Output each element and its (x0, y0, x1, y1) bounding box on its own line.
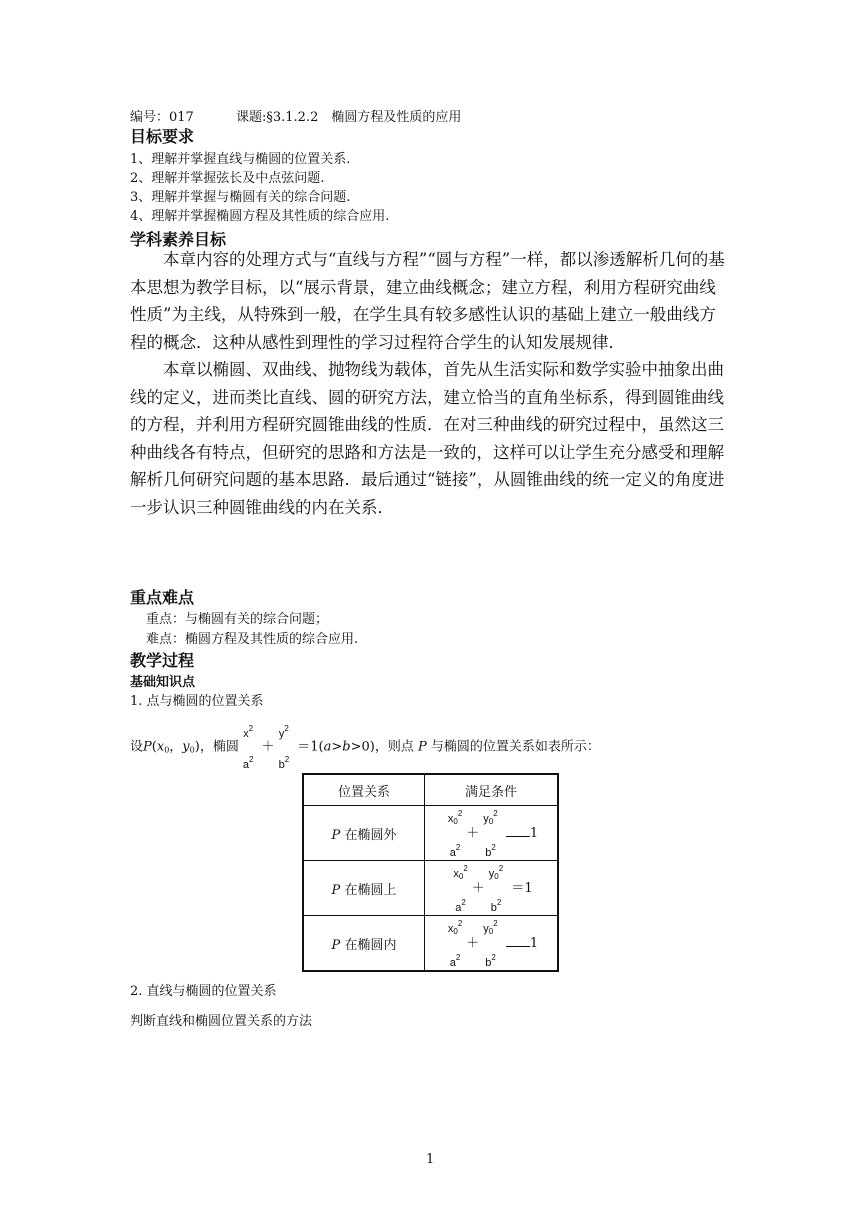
keypoints-heading: 重点难点 (130, 588, 195, 607)
goal-item: 4、理解并掌握椭圆方程及其性质的综合应用. (130, 209, 390, 224)
fraction-x2-a2: $x^2$ $a^2$ (242, 724, 254, 771)
key-point: 重点：与椭圆有关的综合问题； (146, 612, 329, 627)
page-number: 1 (426, 1152, 435, 1167)
answer-blank[interactable] (506, 934, 530, 947)
literacy-paragraph-1: 本章内容的处理方式与“直线与方程”“圆与方程”一样，都以渗透解析几何的基本思想为教学目标，以“展示背景，建立曲线概念；建立方程，利用方程研究曲线性质”为主线，从特殊到一般，在学生具有较多感性认识的基础上建立一般曲线方程的概念．这种从感性到理性的学习过程符合学生的认知发展规律． (130, 250, 725, 352)
goals-heading: 目标要求 (130, 127, 195, 146)
table-header: 位置关系 (303, 774, 425, 806)
table-cell-condition: $x_0^2$ $a^2$ ＋ $y_0^2$ $b^2$ 1 (425, 916, 559, 972)
goal-item: 2、理解并掌握弦长及中点弦问题. (130, 171, 325, 186)
table-row (303, 916, 558, 972)
process-subheading: 基础知识点 (130, 675, 196, 690)
table-cell-position: P 在椭圆上 (303, 861, 425, 916)
position-table (302, 773, 559, 972)
table-cell-position: P 在椭圆外 (303, 806, 425, 861)
table-row (303, 861, 558, 916)
fraction-y2-b2: $y^2$ $b^2$ (278, 724, 290, 771)
goal-item: 1、理解并掌握直线与椭圆的位置关系. (130, 152, 351, 167)
doc-code: 编号：017 (130, 110, 194, 125)
method-text: 判断直线和椭圆位置关系的方法 (130, 1014, 313, 1029)
process-heading: 教学过程 (130, 651, 195, 670)
table-cell-condition: $x_0^2$ $a^2$ ＋ $y_0^2$ $b^2$ ＝1 (425, 861, 559, 916)
table-header: 满足条件 (425, 774, 559, 806)
difficult-point: 难点：椭圆方程及其性质的综合应用. (146, 632, 359, 647)
goal-item: 3、理解并掌握与椭圆有关的综合问题. (130, 190, 351, 205)
answer-blank[interactable] (506, 824, 530, 837)
formula-line: 设$P(x_0$，$y_0$)，椭圆 $x^2$ $a^2$ ＋ $y^2$ $b^2$ ＝1(a>b>0)，则点 P 与椭圆的位置关系如表所示： (130, 724, 600, 771)
literacy-paragraph-2: 本章以椭圆、双曲线、抛物线为载体，首先从生活实际和数学实验中抽象出曲线的定义，进而类比直线、圆的研究方法，建立恰当的直角坐标系，得到圆锥曲线的方程，并利用方程研究圆锥曲线的性质．在对三种曲线的研究过程中，虽然这三种曲线各有特点，但研究的思路和方法是一致的，这样可以让学生充分感受和理解解析几何研究问题的基本思路．最后通过“链接”，从圆锥曲线的统一定义的角度进一步认识三种圆锥曲线的内在关系． (130, 360, 725, 517)
literacy-heading: 学科素养目标 (130, 230, 227, 249)
table-cell-position: P 在椭圆内 (303, 916, 425, 972)
item-1-title: 1. 点与椭圆的位置关系 (130, 694, 264, 709)
literacy-body (130, 246, 730, 521)
table-cell-condition: $x_0^2$ $a^2$ ＋ $y_0^2$ $b^2$ 1 (425, 806, 559, 861)
table-row (303, 806, 558, 861)
doc-topic: 课题:§3.1.2.2 椭圆方程及性质的应用 (236, 110, 462, 125)
item-2-title: 2. 直线与椭圆的位置关系 (130, 984, 277, 999)
